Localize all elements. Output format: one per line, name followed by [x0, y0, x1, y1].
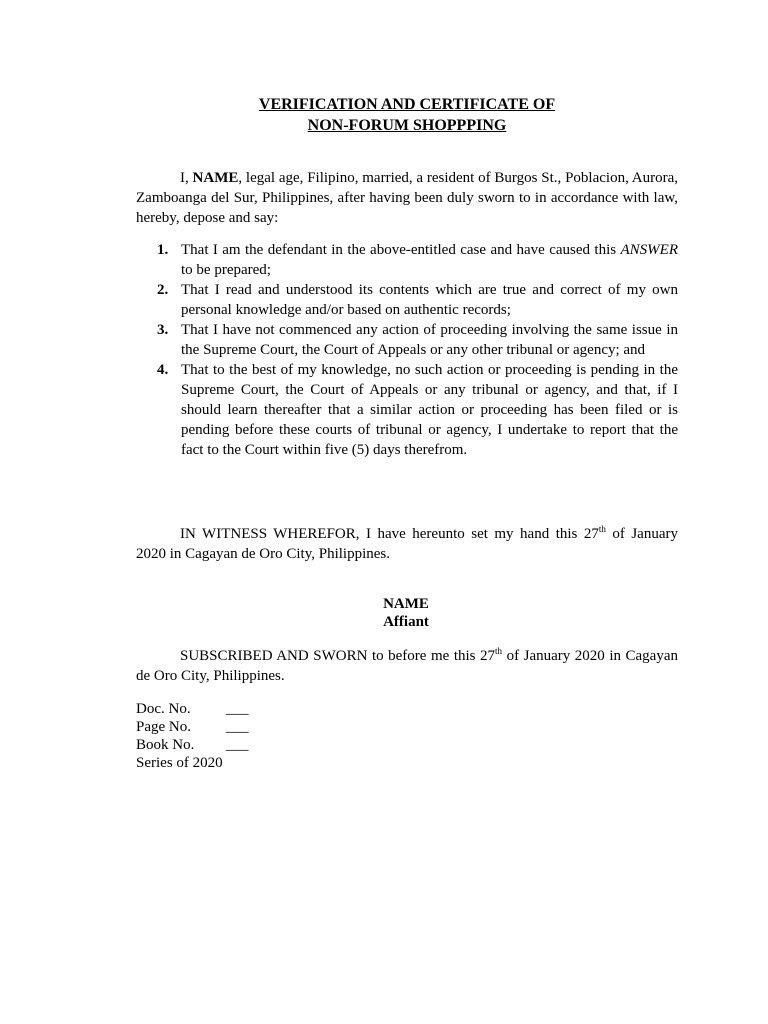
intro-paragraph: [136, 168, 678, 228]
document-title-line-2: NON-FORUM SHOPPPING: [307, 117, 507, 134]
book-no-value: ___: [226, 737, 249, 753]
deposition-list: [136, 240, 678, 460]
subscribed-text-end: of January 2020 in Cagayan de Oro City, Philippines.: [136, 648, 678, 684]
affiant-label: Affiant: [383, 614, 429, 630]
doc-no-line: [136, 700, 436, 718]
list-item: [136, 280, 678, 320]
subscribed-text: SUBSCRIBED AND SWORN to before me this 27: [180, 648, 496, 664]
list-item-text: That I have not commenced any action of proceeding involving the same issue in the Supreme Court, the Court of Appeals or any other tribunal or agency; and: [181, 322, 678, 358]
page-no-label: Page No.: [136, 719, 191, 735]
list-item-text-end: to be prepared;: [181, 262, 271, 278]
witness-text-end: of January 2020 in Cagayan de Oro City, Philippines.: [136, 526, 678, 562]
series-line: Series of 2020: [136, 755, 223, 771]
book-no-line: [136, 736, 436, 754]
subscribed-paragraph: [136, 646, 678, 686]
book-no-label: Book No.: [136, 737, 195, 753]
list-item-number: 3.: [157, 322, 169, 338]
page-no-value: ___: [226, 719, 249, 735]
witness-ordinal-suffix: th: [598, 524, 606, 534]
doc-no-value: ___: [226, 701, 249, 717]
page-no-line: [136, 718, 436, 736]
list-item-text: That to the best of my knowledge, no such action or proceeding is pending in the Supreme Court, the Court of Appeals or any tribunal or agency, and that, if I should learn thereafter that a similar action or proceeding has been filed or is pending before these courts of tribunal or agency, I undertake to report that the fact to the Court within five (5) days therefrom.: [181, 362, 678, 458]
list-item: [136, 240, 678, 280]
document-title-line-1: VERIFICATION AND CERTIFICATE OF: [258, 96, 556, 113]
list-item-number: 1.: [157, 242, 169, 258]
list-item-number: 2.: [157, 282, 169, 298]
list-item-text: That I read and understood its contents which are true and correct of my own personal knowledge and/or based on authentic records;: [181, 282, 678, 318]
affiant-name: NAME: [383, 596, 429, 612]
witness-text: IN WITNESS WHEREFOR, I have hereunto set my hand this 27: [180, 526, 599, 542]
intro-name: NAME: [192, 170, 239, 186]
subscribed-ordinal-suffix: th: [495, 646, 503, 656]
list-item-text: That I am the defendant in the above-entitled case and have caused this: [181, 242, 621, 258]
intro-text: , legal age, Filipino, married, a resident of Burgos St., Poblacion, Aurora, Zamboanga del Sur, Philippines, after having been duly sworn to in accordance with law, hereby, depose and say:: [136, 170, 679, 226]
notarial-details: [136, 700, 436, 772]
doc-no-label: Doc. No.: [136, 701, 191, 717]
list-item: [136, 320, 678, 360]
list-item: [136, 360, 678, 460]
list-item-number: 4.: [157, 362, 169, 378]
answer-emphasis: ANSWER: [620, 242, 678, 258]
intro-prefix: I,: [180, 170, 193, 186]
witness-paragraph: [136, 524, 678, 564]
